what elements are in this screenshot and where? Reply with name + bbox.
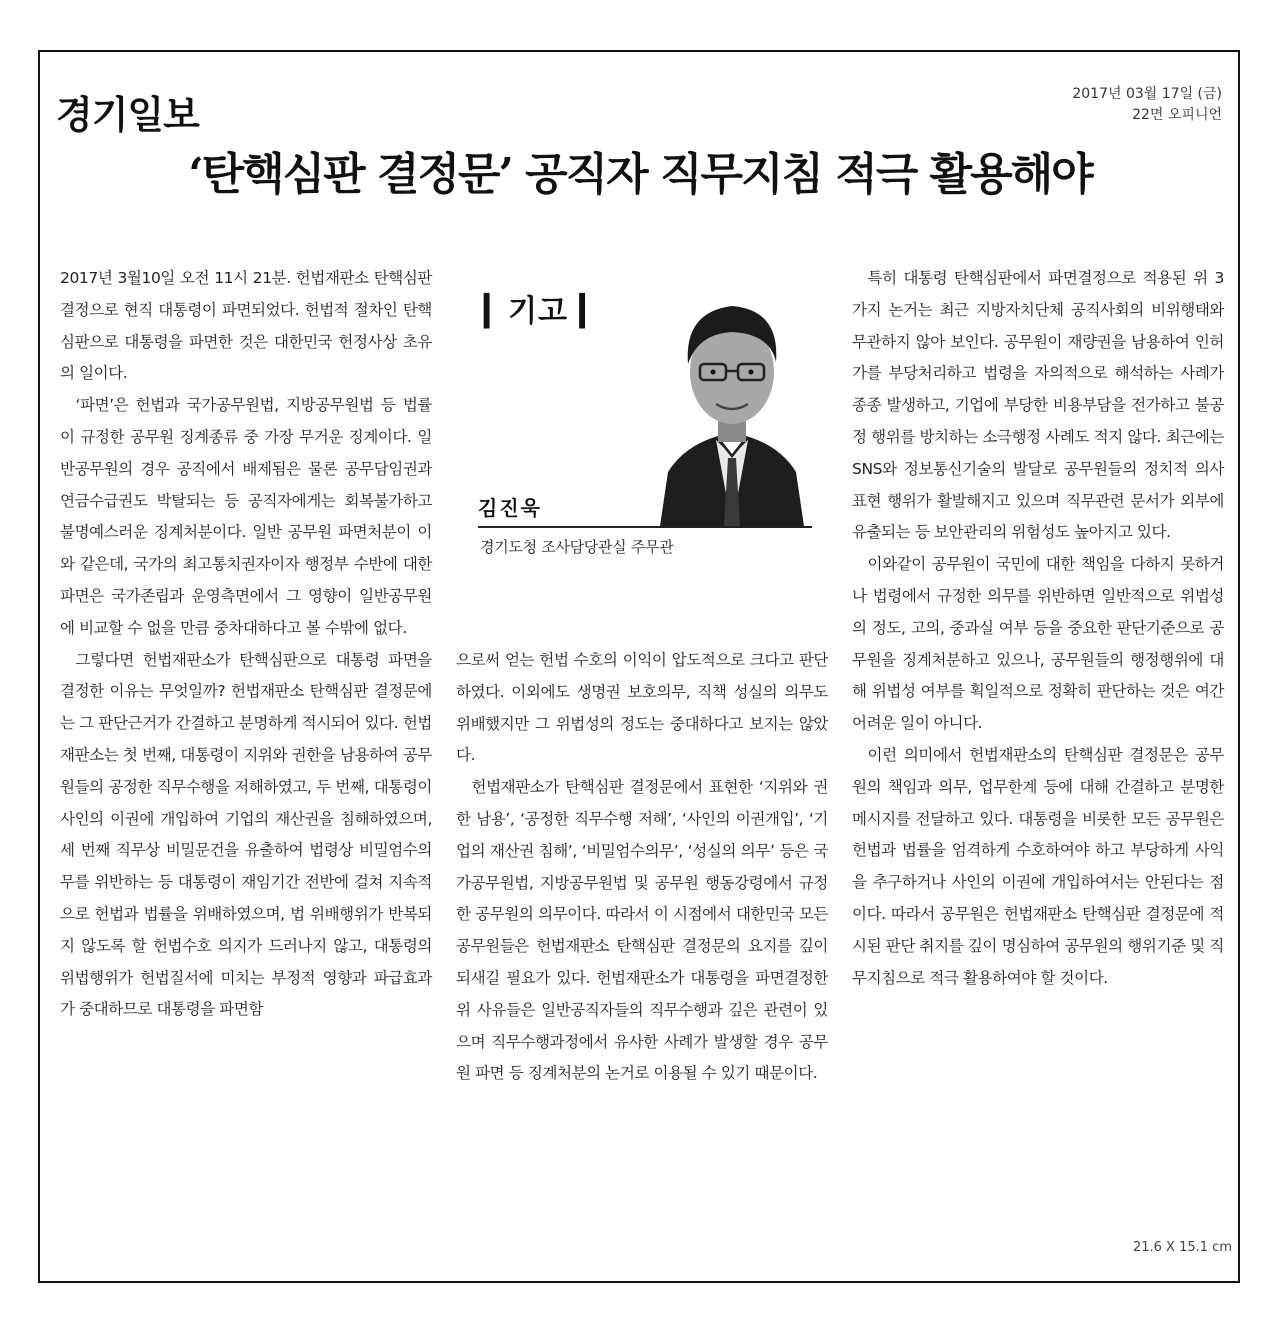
page-section: 22면 오피니언 xyxy=(1132,107,1222,123)
article-column-2 xyxy=(456,645,828,1090)
contribution-tag: ▎기고 ▎ xyxy=(484,294,604,329)
newspaper-masthead: 경기일보 xyxy=(56,92,199,137)
paragraph: 이와같이 공무원이 국민에 대한 책임을 다하지 못하거나 법령에서 규정한 의무를 위반하면 일반적으로 위법성의 정도, 고의, 중과실 여부 등을 중요한 판단기준으로 공무원을 징계처분하고 있으나, 공무원들의 행정행위에 대해 위법성 여부를 획일적으로 정확히 판단하는 것은 여간 어려운 일이 아니다. xyxy=(852,555,1224,733)
paragraph: 이런 의미에서 헌법재판소의 탄핵심판 결정문은 공무원의 책임과 의무, 업무한계 등에 대해 간결하고 분명한 메시지를 전달하고 있다. 대통령을 비롯한 모든 공무원은 헌법과 법률을 엄격하게 수호하여야 하고 부당하게 사익을 추구하거나 사인의 이권에 개입하여서는 안된다는 점이다. 따라서 공무원은 헌법재판소 탄핵심판 결정문에 적시된 판단 취지를 깊이 명심하여 공무원의 행위기준 및 직무지침으로 적극 활용하여야 할 것이다. xyxy=(852,745,1224,987)
article-column-1 xyxy=(60,263,432,1026)
author-portrait-icon xyxy=(654,276,810,526)
paragraph: 그렇다면 헌법재판소가 탄핵심판으로 대통령 파면을 결정한 이유는 무엇일까? 헌법재판소 탄핵심판 결정문에는 그 판단근거가 간결하고 분명하게 적시되어 있다. 헌법재판소는 첫 번째, 대통령이 지위와 권한을 남용하여 공무원들의 공정한 직무수행을 저해하였고, 두 번째, 대통령이 사인의 이권에 개입하여 기업의 재산권을 침해하였으며, 세 번째 직무상 비밀문건을 유출하여 법령상 비밀엄수의무를 위반하는 등 대통령이 재임기간 전반에 걸쳐 지속적으로 헌법과 법률을 위배하였으며, 법 위배행위가 반복되지 않도록 할 헌법수호 의지가 드러나지 않고, 대통령의 위법행위가 헌법질서에 미치는 부정적 영향과 파급효과가 중대하므로 대통령을 파면함 xyxy=(60,650,432,1019)
author-affiliation: 경기도청 조사담당관실 주무관 xyxy=(480,538,674,556)
article-headline: ‘탄핵심판 결정문’ 공직자 직무지침 적극 활용해야 xyxy=(188,149,1092,200)
contributor-box xyxy=(478,276,812,528)
author-name: 김진욱 xyxy=(478,496,542,520)
clipping-size-note: 21.6 X 15.1 cm xyxy=(1132,1240,1232,1255)
publication-date: 2017년 03월 17일 (금) xyxy=(1072,86,1222,102)
paragraph: 특히 대통령 탄핵심판에서 파면결정으로 적용된 위 3가지 논거는 최근 지방자치단체 공직사회의 비위행태와 무관하지 않아 보인다. 공무원이 재량권을 남용하여 인허가를 부당처리하고 법령을 자의적으로 해석하는 사례가 종종 발생하고, 기업에 부당한 비용부담을 전가하고 불공정 행위를 방치하는 소극행정 사례도 적지 않다. 최근에는 SNS와 정보통신기술의 발달로 공무원들의 정치적 의사표현 행위가 활발해지고 있으며 직무관련 문서가 외부에 유출되는 등 보안관리의 위험성도 높아지고 있다. xyxy=(852,269,1224,542)
paragraph: 헌법재판소가 탄핵심판 결정문에서 표현한 ‘지위와 권한 남용’, ‘공정한 직무수행 저해’, ‘사인의 이권개입’, ‘기업의 재산권 침해’, ‘비밀엄수의무’, ‘성실의 의무’ 등은 국가공무원법, 지방공무원법 및 공무원 행동강령에서 규정한 공무원의 의무이다. 따라서 이 시점에서 대한민국 모든 공무원들은 헌법재판소 탄핵심판 결정문의 요지를 깊이 되새길 필요가 있다. 헌법재판소가 대통령을 파면결정한 위 사유들은 일반공직자들의 직무수행과 깊은 관련이 있으며 직무수행과정에서 유사한 사례가 발생할 경우 공무원 파면 등 징계처분의 논거로 이용될 수 있기 때문이다. xyxy=(456,778,828,1083)
article-column-3 xyxy=(852,263,1224,994)
divider-rule xyxy=(478,526,812,528)
paragraph: ‘파면’은 헌법과 국가공무원법, 지방공무원법 등 법률이 규정한 공무원 징계종류 중 가장 무거운 징계이다. 일반공무원의 경우 공직에서 배제됨은 물론 공무담임권과 연금수급권도 박탈되는 등 공직자에게는 회복불가하고 불명예스러운 징계처분이다. 일반 공무원 파면처분이 이와 같은데, 국가의 최고통치권자이자 행정부 수반에 대한 파면은 국가존립과 운영측면에서 그 영향이 일반공무원에 비교할 수 없을 만큼 중차대하다고 볼 수밖에 없다. xyxy=(60,396,432,637)
paragraph: 으로써 얻는 헌법 수호의 이익이 압도적으로 크다고 판단하였다. 이외에도 생명권 보호의무, 직책 성실의 의무도 위배했지만 그 위법성의 정도는 중대하다고 보지는 않았다. xyxy=(456,651,828,765)
paragraph: 2017년 3월10일 오전 11시 21분. 헌법재판소 탄핵심판 결정으로 현직 대통령이 파면되었다. 헌법적 절차인 탄핵심판으로 대통령을 파면한 것은 대한민국 헌정사상 초유의 일이다. xyxy=(60,269,432,383)
dateline xyxy=(1072,84,1222,126)
